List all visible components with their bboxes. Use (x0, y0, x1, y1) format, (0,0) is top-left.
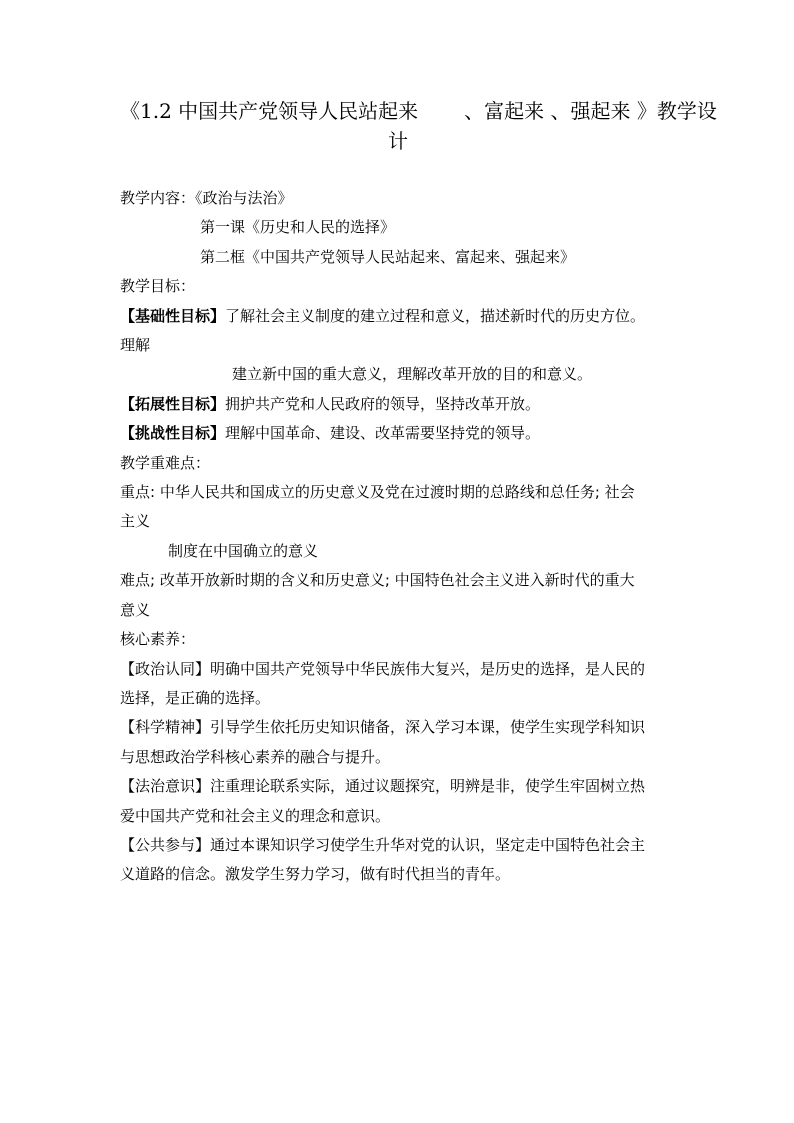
goal-extended (120, 390, 690, 419)
content-label: 教学内容： (120, 189, 196, 207)
goal-challenge-text: 理解中国革命、建设、改革需要坚持党的领导。 (225, 424, 541, 443)
content-line (120, 184, 690, 213)
goal-challenge-tag: 【挑战性目标】 (120, 424, 226, 443)
goal-basic (120, 302, 690, 331)
document-title (120, 96, 717, 156)
title-part-2: 、富起来 、强起来 》教学设 (464, 99, 717, 123)
title-part-1: 《1.2 中国共产党领导人民站起来 (120, 99, 419, 123)
title-line-2: 计 (388, 129, 408, 153)
literacy-science-2: 与思想政治学科核心素养的融合与提升。 (120, 747, 391, 766)
goals-heading: 教学目标： (120, 277, 196, 296)
focus-line-2: 主义 (120, 512, 151, 531)
goal-extended-text: 拥护共产党和人民政府的领导，坚持改革开放。 (225, 394, 541, 413)
content-lesson: 第一课《历史和人民的选择》 (200, 218, 396, 237)
difficulty-line-1: 难点; 改革开放新时期的含义和历史意义; 中国特色社会主义进入新时代的重大 (120, 571, 635, 590)
content-book: 《政治与法治》 (195, 189, 293, 207)
literacy-science-1: 【科学精神】引导学生依托历史知识储备，深入学习本课，使学生实现学科知识 (120, 718, 646, 737)
literacy-public-1: 【公共参与】通过本课知识学习使学生升华对党的认识，坚定走中国特色社会主 (120, 835, 646, 854)
literacy-political-2: 选择，是正确的选择。 (120, 688, 271, 707)
focus-line-3: 制度在中国确立的意义 (168, 541, 319, 560)
goal-basic-tag: 【基础性目标】 (120, 306, 226, 325)
literacy-public-2: 义道路的信念。激发学生努力学习，做有时代担当的青年。 (120, 865, 511, 884)
literacy-law-1: 【法治意识】注重理论联系实际，通过议题探究，明辨是非，使学生牢固树立热 (120, 777, 646, 796)
focus-line-1: 重点: 中华人民共和国成立的历史意义及党在过渡时期的总路线和总任务; 社会 (120, 483, 635, 502)
goal-extended-tag: 【拓展性目标】 (120, 394, 226, 413)
goal-basic-cont2: 建立新中国的重大意义，理解改革开放的目的和意义。 (232, 365, 593, 384)
goal-basic-text: 了解社会主义制度的建立过程和意义，描述新时代的历史方位。 (225, 306, 646, 325)
literacy-law-2: 爱中国共产党和社会主义的理念和意识。 (120, 806, 391, 825)
title-line-1 (120, 96, 717, 126)
keypoints-heading: 教学重难点： (120, 453, 211, 472)
difficulty-line-2: 意义 (120, 600, 151, 619)
document-body (120, 184, 690, 890)
goal-basic-cont: 理解 (120, 336, 151, 355)
goal-challenge (120, 419, 690, 448)
literacy-political-1: 【政治认同】明确中国共产党领导中华民族伟大复兴，是历史的选择，是人民的 (120, 659, 646, 678)
content-section: 第二框《中国共产党领导人民站起来、富起来、强起来》 (200, 247, 576, 266)
literacy-heading: 核心素养： (120, 630, 196, 649)
